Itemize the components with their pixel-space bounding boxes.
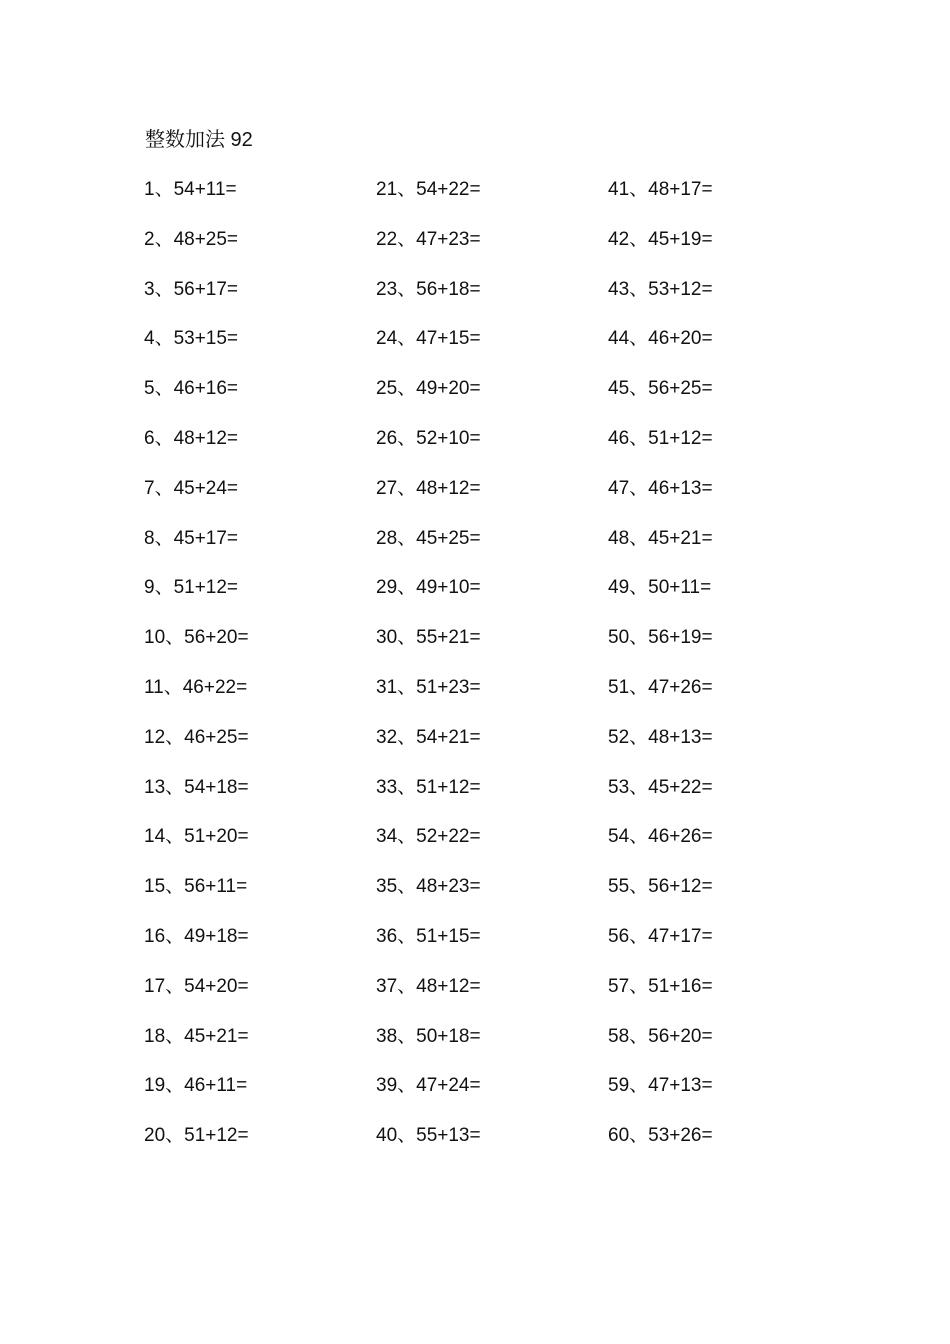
problem: 55、56+12=: [608, 876, 713, 898]
worksheet-title: 整数加法 92: [145, 129, 253, 151]
problem: 9、51+12=: [144, 577, 239, 599]
problem: 26、52+10=: [376, 427, 481, 449]
problem: 5、46+16=: [144, 378, 239, 400]
problem: 50、56+19=: [608, 627, 713, 649]
problem: 33、51+12=: [376, 776, 481, 798]
problem: 32、54+21=: [376, 726, 481, 748]
problem-column-1: [144, 176, 364, 1172]
problem: 6、48+12=: [144, 427, 239, 449]
problem-column-3: [608, 176, 828, 1172]
problem: 43、53+12=: [608, 278, 713, 300]
problem: 49、50+11=: [608, 577, 712, 599]
problem: 19、46+11=: [144, 1075, 248, 1097]
problem: 2、48+25=: [144, 228, 239, 250]
problem: 3、56+17=: [144, 278, 239, 300]
problem: 11、46+22=: [144, 676, 248, 698]
problem: 12、46+25=: [144, 726, 249, 748]
problem: 17、54+20=: [144, 975, 249, 997]
problem: 40、55+13=: [376, 1125, 481, 1147]
problem: 42、45+19=: [608, 228, 713, 250]
problem: 36、51+15=: [376, 925, 481, 947]
problem: 53、45+22=: [608, 776, 713, 798]
problem: 15、56+11=: [144, 876, 248, 898]
problem: 10、56+20=: [144, 627, 249, 649]
problem: 37、48+12=: [376, 975, 481, 997]
problem: 59、47+13=: [608, 1075, 713, 1097]
problem: 4、53+15=: [144, 328, 239, 350]
problem: 58、56+20=: [608, 1025, 713, 1047]
problem: 44、46+20=: [608, 328, 713, 350]
problem: 7、45+24=: [144, 477, 239, 499]
problem: 21、54+22=: [376, 179, 481, 200]
problem: 52、48+13=: [608, 726, 713, 748]
problem: 45、56+25=: [608, 378, 713, 400]
problem: 60、53+26=: [608, 1125, 713, 1147]
problem: 56、47+17=: [608, 925, 713, 947]
problem: 48、45+21=: [608, 527, 713, 549]
problem: 14、51+20=: [144, 826, 249, 848]
problem: 16、49+18=: [144, 925, 249, 947]
problem-column-2: [376, 176, 596, 1172]
problem: 8、45+17=: [144, 527, 239, 549]
problem: 46、51+12=: [608, 427, 713, 449]
problem: 57、51+16=: [608, 975, 713, 997]
problem: 38、50+18=: [376, 1025, 481, 1047]
problem: 30、55+21=: [376, 627, 481, 649]
problem: 35、48+23=: [376, 876, 481, 898]
problem: 1、54+11=: [144, 179, 237, 200]
problem: 31、51+23=: [376, 676, 481, 698]
problem: 28、45+25=: [376, 527, 481, 549]
problem: 51、47+26=: [608, 676, 713, 698]
problem: 29、49+10=: [376, 577, 481, 599]
problem: 24、47+15=: [376, 328, 481, 350]
problem: 25、49+20=: [376, 378, 481, 400]
problem: 13、54+18=: [144, 776, 249, 798]
problem: 20、51+12=: [144, 1125, 249, 1147]
problem: 41、48+17=: [608, 179, 713, 200]
problem: 27、48+12=: [376, 477, 481, 499]
problem: 34、52+22=: [376, 826, 481, 848]
problem: 22、47+23=: [376, 228, 481, 250]
problem: 39、47+24=: [376, 1075, 481, 1097]
problem: 54、46+26=: [608, 826, 713, 848]
problem: 23、56+18=: [376, 278, 481, 300]
problem: 18、45+21=: [144, 1025, 249, 1047]
problem: 47、46+13=: [608, 477, 713, 499]
